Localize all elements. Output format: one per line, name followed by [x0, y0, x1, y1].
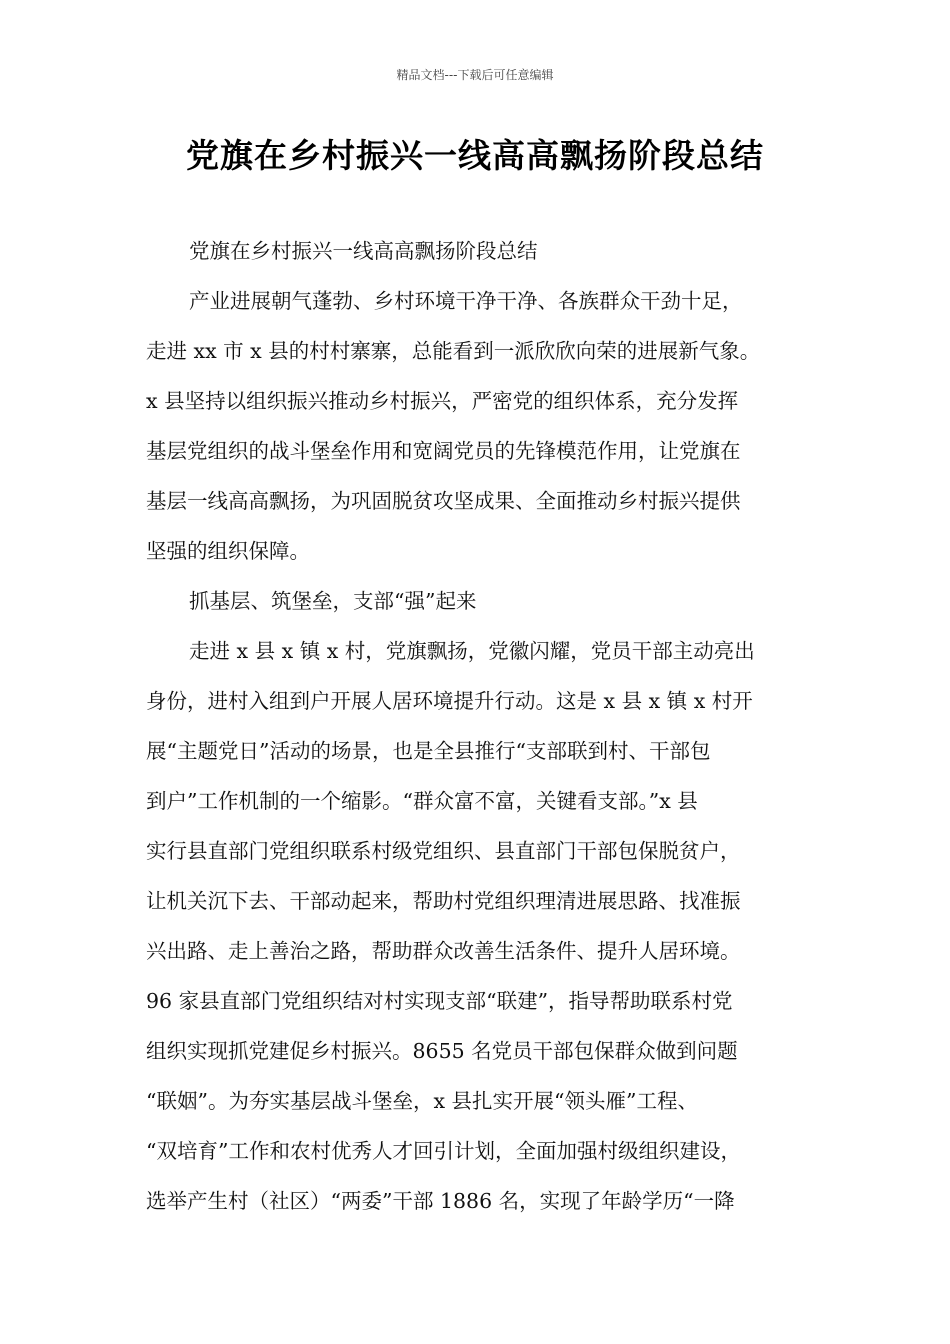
paragraph-line: 坚强的组织保障。 — [146, 539, 310, 563]
paragraph-line: 基层党组织的战斗堡垒作用和宽阔党员的先锋模范作用，让党旗在 — [146, 439, 741, 463]
paragraph-line: 到户”工作机制的一个缩影。“群众富不富，关键看支部。”x 县 — [146, 789, 698, 813]
paragraph-line: 走进 xx 市 x 县的村村寨寨，总能看到一派欣欣向荣的进展新气象。 — [146, 339, 761, 363]
paragraph-line: 实行县直部门党组织联系村级党组织、县直部门干部包保脱贫户， — [146, 839, 741, 863]
paragraph-line: 让机关沉下去、干部动起来，帮助村党组织理清进展思路、找准振 — [146, 889, 741, 913]
paragraph-line: 展“主题党日”活动的场景，也是全县推行“支部联到村、干部包 — [146, 739, 711, 763]
paragraph-line: x 县坚持以组织振兴推动乡村振兴，严密党的组织体系，充分发挥 — [146, 389, 739, 413]
paragraph-line: 走进 x 县 x 镇 x 村，党旗飘扬，党徽闪耀，党员干部主动亮出 — [189, 639, 755, 663]
paragraph-line: 兴出路、走上善治之路，帮助群众改善生活条件、提升人居环境。 — [146, 939, 741, 963]
paragraph-line: 基层一线高高飘扬，为巩固脱贫攻坚成果、全面推动乡村振兴提供 — [146, 489, 741, 513]
header-note: 精品文档---下载后可任意编辑 — [396, 68, 554, 82]
section-heading: 抓基层、筑堡垒，支部“强”起来 — [189, 589, 477, 613]
paragraph-line: 组织实现抓党建促乡村振兴。8655 名党员干部包保群众做到问题 — [146, 1039, 738, 1063]
paragraph-line: 96 家县直部门党组织结对村实现支部“联建”，指导帮助联系村党 — [146, 989, 733, 1013]
paragraph-line: 选举产生村（社区）“两委”干部 1886 名，实现了年龄学历“一降 — [146, 1189, 735, 1213]
paragraph-line: 身份，进村入组到户开展人居环境提升行动。这是 x 县 x 镇 x 村开 — [146, 689, 753, 713]
paragraph-line: “联姻”。为夯实基层战斗堡垒，x 县扎实开展“领头雁”工程、 — [146, 1089, 698, 1113]
paragraph-line: “双培育”工作和农村优秀人才回引计划，全面加强村级组织建设， — [146, 1139, 741, 1163]
paragraph-line: 产业进展朝气蓬勃、乡村环境干净干净、各族群众干劲十足， — [189, 289, 743, 313]
document-body — [146, 235, 826, 1235]
subtitle-line: 党旗在乡村振兴一线高高飘扬阶段总结 — [189, 239, 538, 263]
document-title: 党旗在乡村振兴一线高高飘扬阶段总结 — [186, 136, 764, 175]
